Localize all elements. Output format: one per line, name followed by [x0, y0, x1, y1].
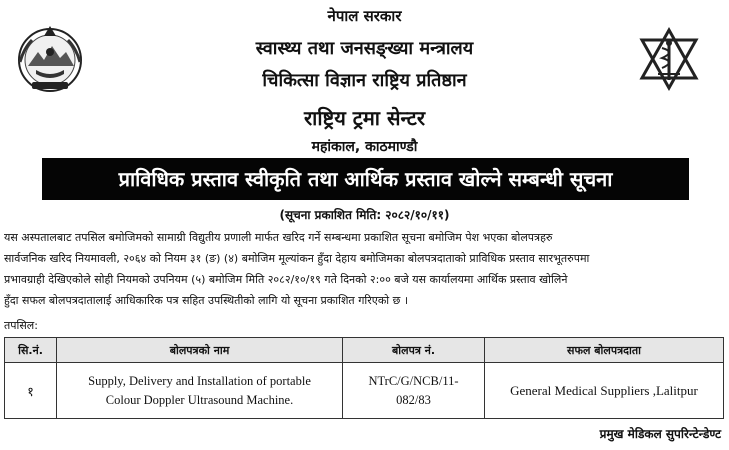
body-line: हुँदा सफल बोलपत्रदातालाई आधिकारिक पत्र सहित उपस्थितीको लागि यो सूचना प्रकाशित गरिएको छ ।	[4, 294, 408, 307]
ministry-name: स्वास्थ्य तथा जनसङ्ख्या मन्त्रालय	[255, 38, 474, 59]
signatory-title: प्रमुख मेडिकल सुपरिन्टेन्डेण्ट	[599, 427, 721, 441]
column-header-supplier: सफल बोलपत्रदाता	[485, 338, 724, 363]
bid-number-line: 082/83	[396, 392, 431, 407]
cell-bid-number	[343, 363, 485, 419]
bid-number-line: NTrC/G/NCB/11-	[368, 373, 459, 388]
government-name: नेपाल सरकार	[327, 7, 402, 25]
institute-name: चिकित्सा विज्ञान राष्ट्रिय प्रतिष्ठान	[262, 70, 467, 91]
column-header-sn: सि.नं.	[5, 338, 57, 363]
table-row	[5, 363, 724, 419]
cell-bid-name	[57, 363, 343, 419]
cell-supplier: General Medical Suppliers ,Lalitpur	[485, 363, 724, 419]
award-table	[4, 337, 724, 419]
bid-name-line: Supply, Delivery and Installation of portable	[88, 373, 311, 388]
body-line: यस अस्पतालबाट तपसिल बमोजिमको सामाग्री विद्युतीय प्रणाली मार्फत खरिद गर्ने सम्बन्धमा प्रकाशित सूचना बमोजिम पेश भएका बोलपत्रहरु	[4, 231, 553, 244]
column-header-bid-number: बोलपत्र नं.	[343, 338, 485, 363]
body-line: प्रभावग्राही देखिएकोले सोही नियमको उपनियम (५) बमोजिम मिति २०८२/१०/१९ गते दिनको २:०० बजे यस कार्यालयमा आर्थिक प्रस्ताव खोलिने	[4, 273, 568, 286]
address: महांकाल, काठमाण्डौ	[311, 139, 418, 155]
bid-name-line: Colour Doppler Ultrasound Machine.	[105, 392, 294, 407]
published-date: (सूचना प्रकाशित मिति: २०८२/१०/११)	[279, 208, 450, 222]
cell-sn: १	[5, 363, 57, 419]
table-header-row	[5, 338, 724, 363]
body-line: सार्वजनिक खरिद नियमावली, २०६४ को नियम ३१ (ङ) (४) बमोजिम मूल्यांकन हुँदा देहाय बमोजिमका बोलपत्रदाताको प्राविधिक प्रस्ताव सारभूतरुपमा	[4, 252, 590, 265]
column-header-bid-name: बोलपत्रको नाम	[57, 338, 343, 363]
notice-title-banner: प्राविधिक प्रस्ताव स्वीकृति तथा आर्थिक प्रस्ताव खोल्ने सम्बन्धी सूचना	[42, 158, 689, 200]
center-name: राष्ट्रिय ट्रमा सेन्टर	[303, 106, 426, 130]
details-label: तपसिल:	[4, 319, 38, 332]
